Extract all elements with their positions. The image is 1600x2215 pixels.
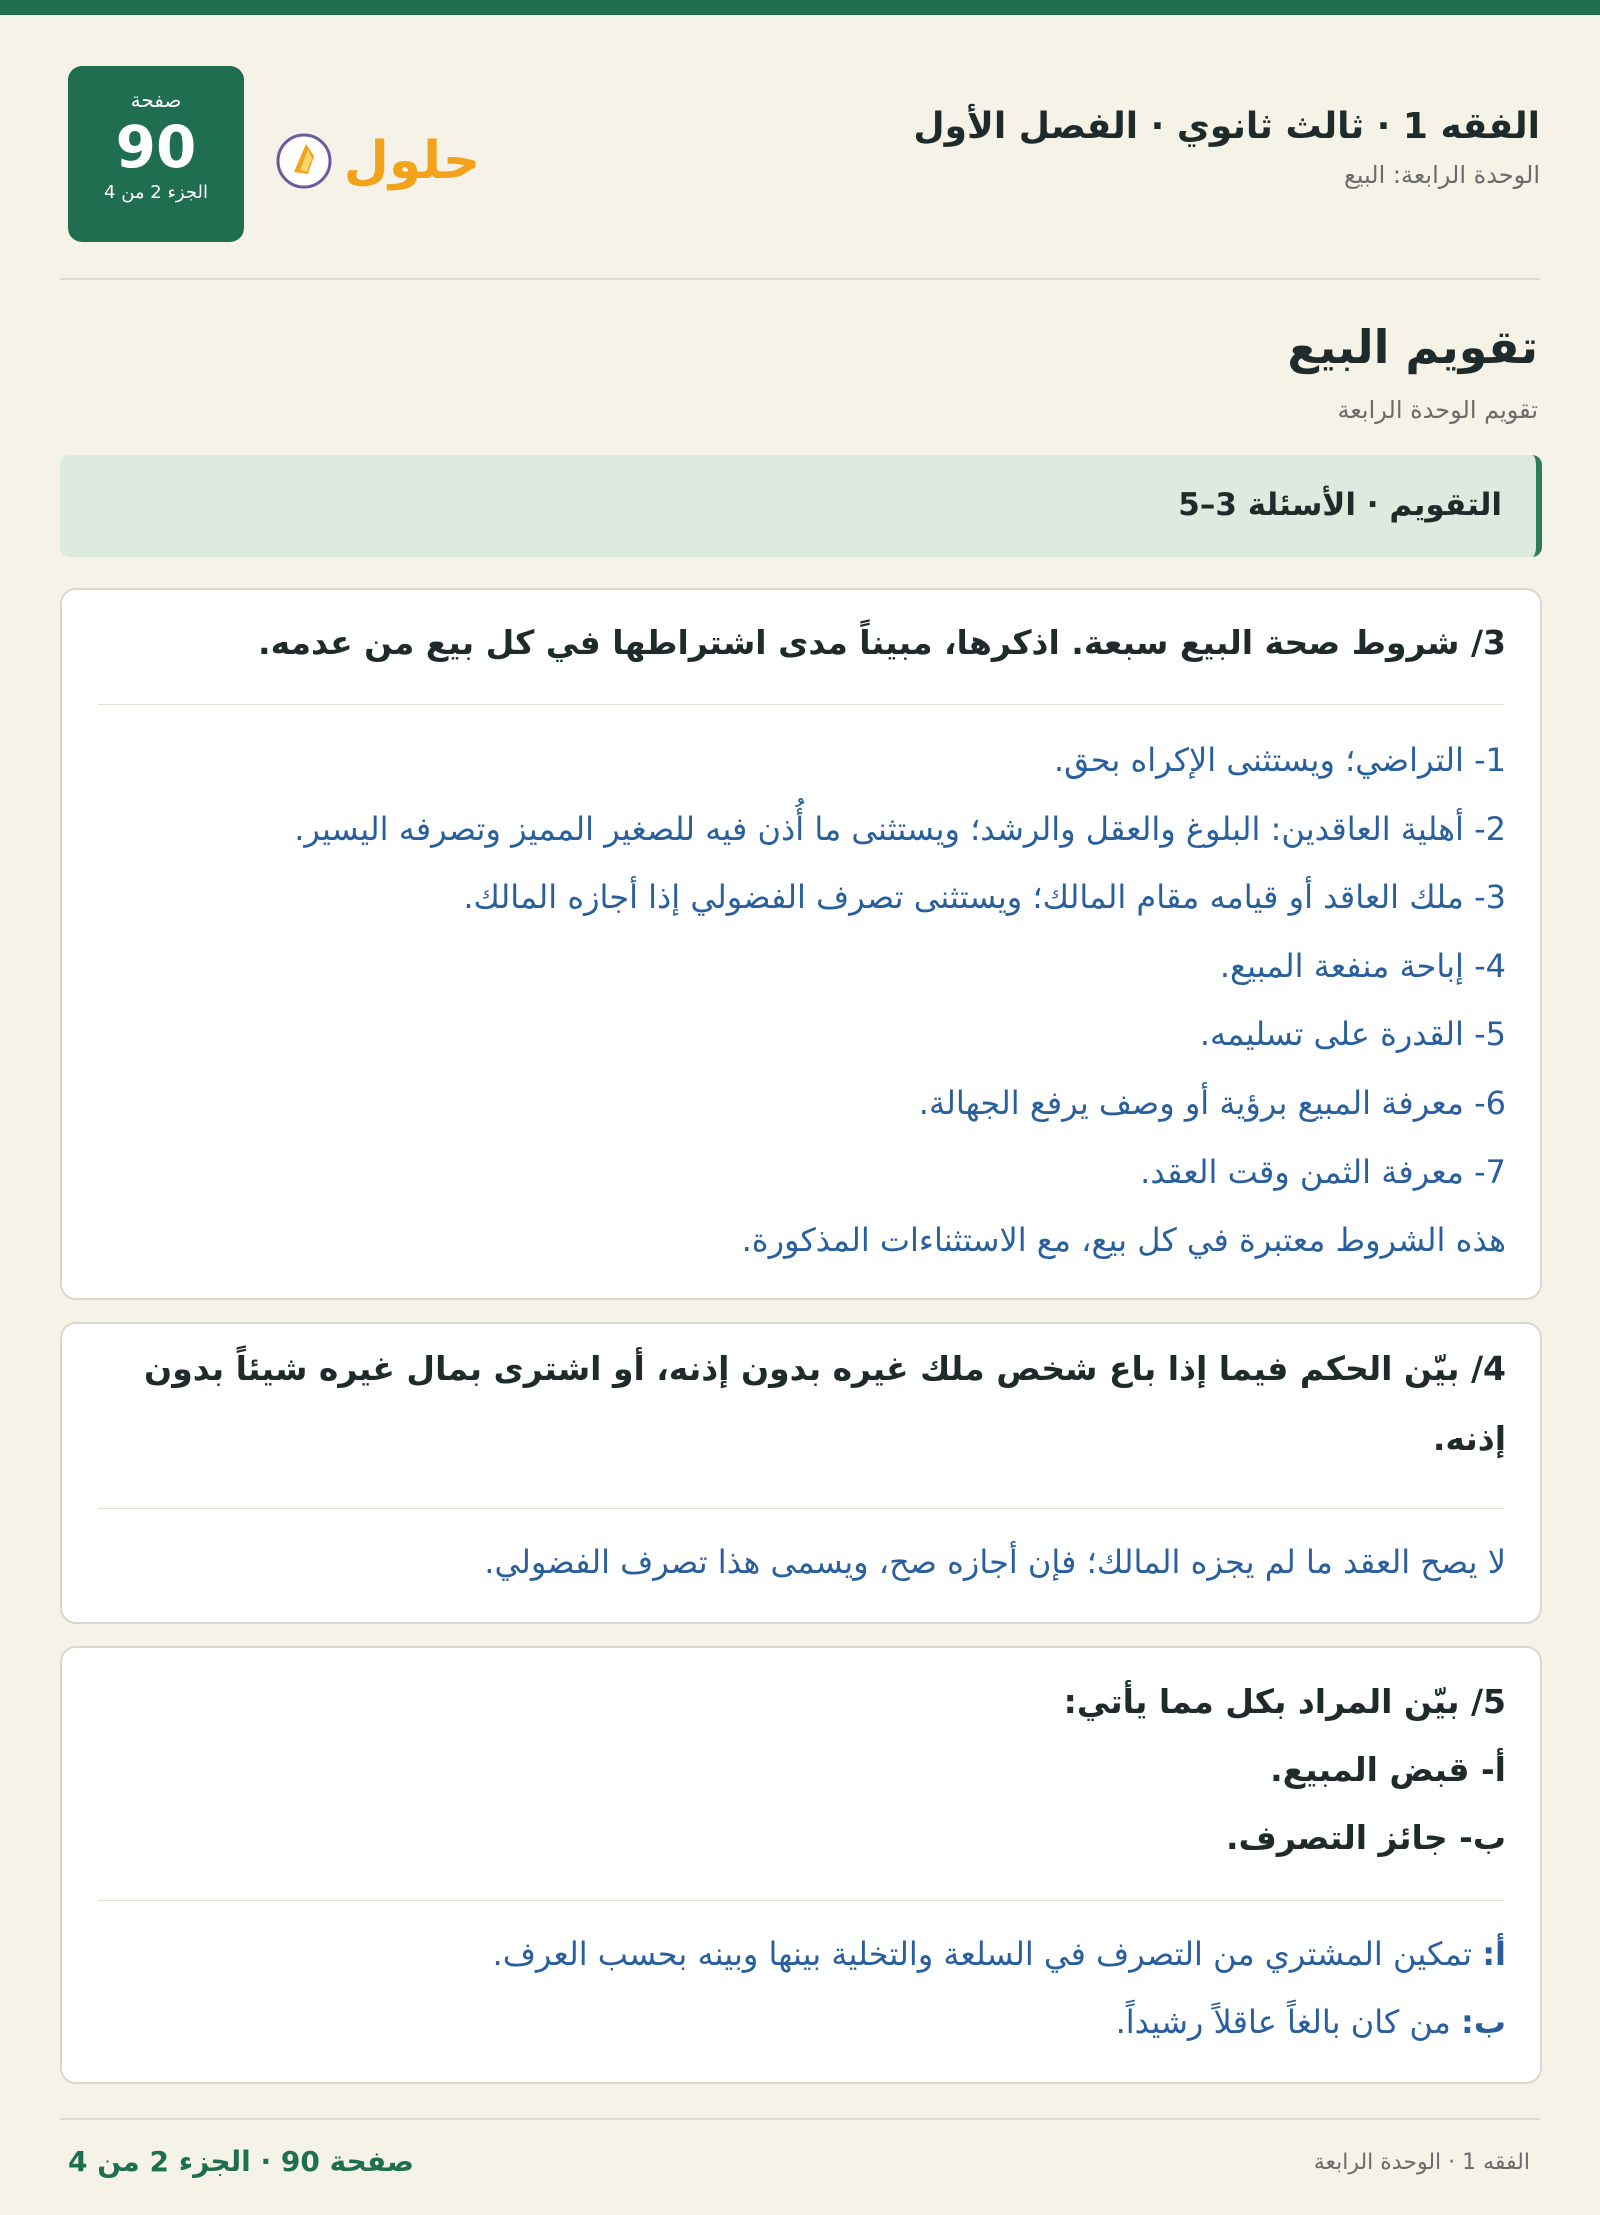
answer-text: تمكين المشتري من التصرف في السلعة والتخلية بينها وبينه بحسب العرف. [492,1935,1483,1973]
answer-label: أ: [1482,1935,1506,1973]
badge-page-number: 90 [115,113,197,181]
badge-label: صفحة [130,88,182,112]
card-divider [98,1900,1504,1901]
answer-text: من كان بالغاً عاقلاً رشيداً. [1115,2003,1462,2041]
question-text: 5/ بيّن المراد بكل مما يأتي: [1063,1682,1506,1721]
question-item-b: ب- جائز التصرف. [1225,1818,1506,1857]
header-titles [913,106,1540,189]
card-divider [98,704,1504,705]
answer-line: 3- ملك العاقد أو قيامه مقام المالك؛ ويستثنى تصرف الفضولي إذا أجازه المالك. [463,878,1506,916]
question-text: 4/ بيّن الحكم فيما إذا باع شخص ملك غيره بدون إذنه، أو اشترى بمال غيره شيئاً بدون إذنه. [144,1349,1506,1458]
section-banner [60,455,1542,557]
badge-part: الجزء 2 من 4 [104,182,208,203]
section-subtitle: تقويم الوحدة الرابعة [1337,396,1538,424]
answer-line-a [96,1932,1506,1976]
page-number-badge [68,66,244,242]
answer-line: 7- معرفة الثمن وقت العقد. [1140,1153,1506,1191]
page-header [60,66,1540,246]
svg-text:حلول: حلول [343,131,481,191]
answer-line: 1- التراضي؛ ويستثنى الإكراه بحق. [1053,741,1506,779]
card-divider [98,1508,1504,1509]
answer-line-b [96,2000,1506,2044]
question-card-3 [60,588,1542,1300]
question-item-a: أ- قبض المبيع. [1270,1750,1506,1789]
footer-divider [60,2118,1540,2120]
question-text: 3/ شروط صحة البيع سبعة. اذكرها، مبيناً مدى اشتراطها في كل بيع من عدمه. [258,623,1506,662]
banner-text: التقويم · الأسئلة 3–5 [1178,487,1502,523]
question-card-5 [60,1646,1542,2084]
hulul-logo [272,116,512,206]
answer-label: ب: [1461,2003,1506,2041]
top-accent-bar [0,0,1600,15]
answer-line: هذه الشروط معتبرة في كل بيع، مع الاستثناءات المذكورة. [741,1221,1506,1259]
footer-page-info: صفحة 90 · الجزء 2 من 4 [68,2145,414,2178]
answer-line: 4- إباحة منفعة المبيع. [1219,947,1506,985]
unit-subtitle: الوحدة الرابعة: البيع [1344,161,1540,189]
answer-line: 5- القدرة على تسليمه. [1199,1015,1506,1053]
section-title: تقويم البيع [1287,320,1538,374]
answer-line: 6- معرفة المبيع برؤية أو وصف يرفع الجهالة. [918,1084,1506,1122]
answer-line: لا يصح العقد ما لم يجزه المالك؛ فإن أجازه صح، ويسمى هذا تصرف الفضولي. [484,1543,1506,1581]
answer-line: 2- أهلية العاقدين: البلوغ والعقل والرشد؛ ويستثنى ما أُذن فيه للصغير المميز وتصرفه اليسير. [294,810,1506,848]
footer-course-info: الفقه 1 · الوحدة الرابعة [1313,2150,1530,2175]
course-title: الفقه 1 · ثالث ثانوي · الفصل الأول [913,106,1540,147]
question-card-4 [60,1322,1542,1624]
header-divider [60,278,1540,280]
